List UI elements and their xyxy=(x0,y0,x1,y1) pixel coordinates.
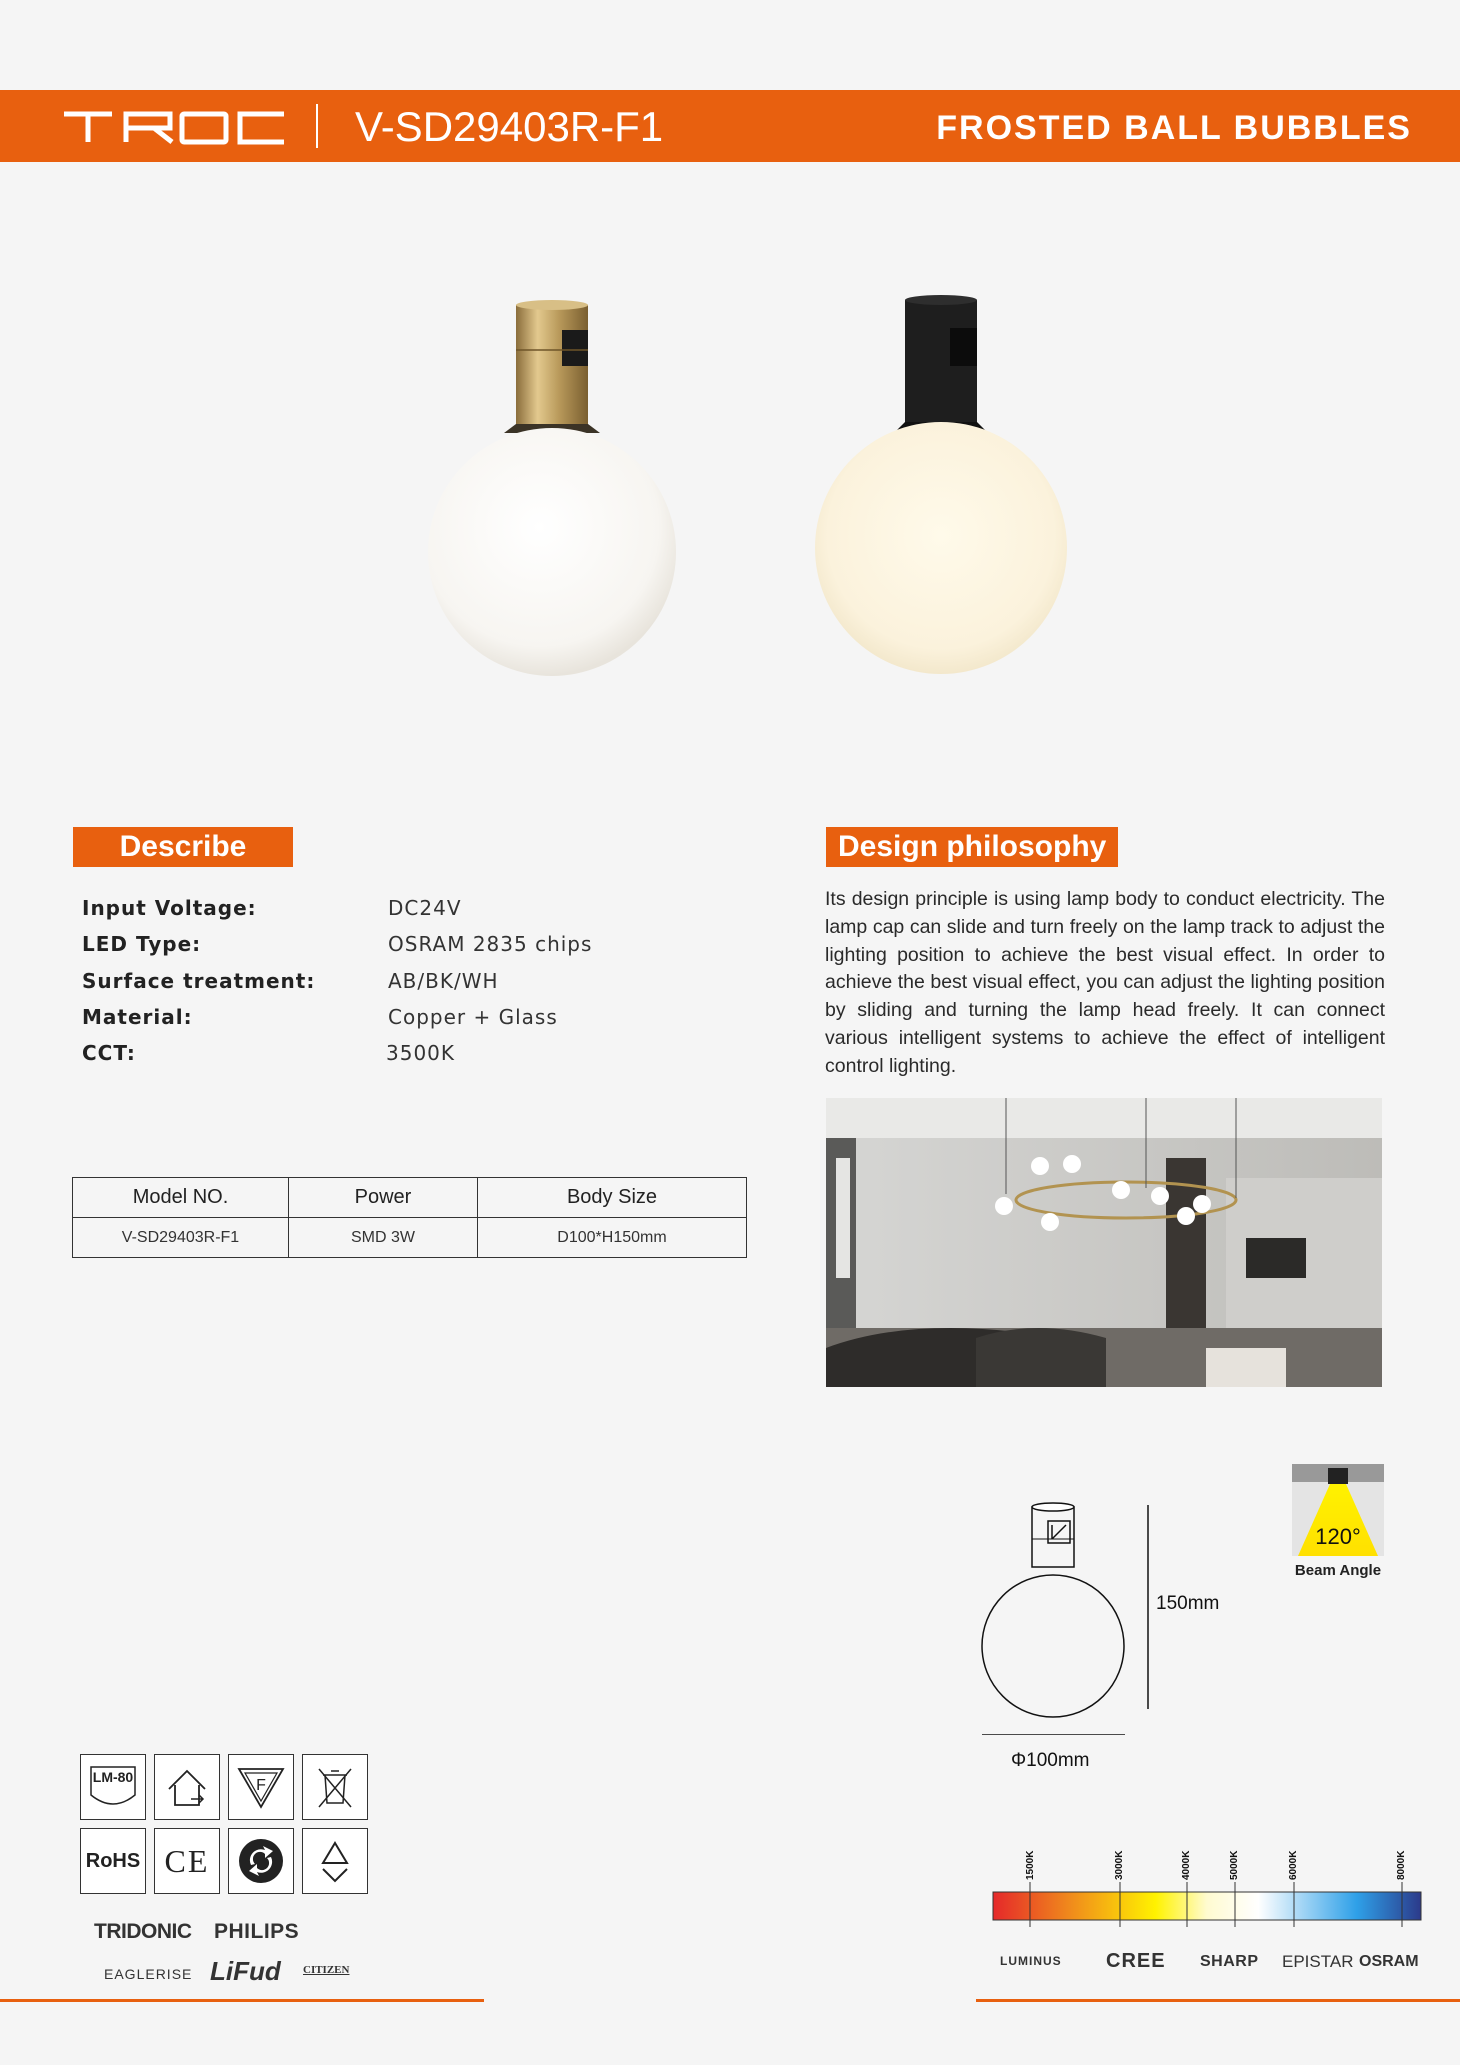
product-black-lamp xyxy=(790,290,1110,690)
brand-luminus: LUMINUS xyxy=(1000,1954,1062,1968)
design-philosophy-text: Its design principle is using lamp body to conduct electricity. The lamp cap can slide and turn freely on the lamp track to adjust the lighting position to achieve the best visual effect. In order to achieve the best visual effect, you can adjust the lighting position by sliding and turning the lamp head freely. It can connect various intelligent systems to achieve the effect of intelligent control lighting. xyxy=(825,888,1385,1077)
f-mark-cert xyxy=(228,1754,294,1820)
footer-line-left xyxy=(0,1999,484,2002)
cct-tick-label: 1500K xyxy=(1025,1850,1036,1880)
brand-tridonic: TRIDONIC xyxy=(94,1920,192,1943)
spec-value: OSRAM 2835 chips xyxy=(388,932,593,956)
recycle-cert xyxy=(302,1828,368,1894)
product-brass-lamp xyxy=(400,290,720,690)
brand-sharp: SHARP xyxy=(1200,1953,1259,1970)
lm80-badge-icon xyxy=(81,1755,145,1819)
weee-cert xyxy=(302,1754,368,1820)
house-icon xyxy=(155,1755,219,1819)
spec-key: CCT: xyxy=(82,1041,136,1065)
brand-epistar: EPISTAR xyxy=(1282,1952,1354,1971)
f-mark-letter: F xyxy=(256,1777,266,1794)
spec-key: Input Voltage: xyxy=(82,896,257,920)
green-dot-icon xyxy=(229,1829,293,1893)
green-dot-cert xyxy=(228,1828,294,1894)
table-cell-body-size: D100*H150mm xyxy=(478,1218,747,1258)
diameter-dimension: Φ100mm xyxy=(1011,1750,1090,1771)
beam-angle-value: 120° xyxy=(1315,1524,1361,1549)
spec-key: Surface treatment: xyxy=(82,969,316,993)
spec-value: Copper + Glass xyxy=(388,1005,558,1029)
ce-text: CE xyxy=(164,1843,210,1879)
recycle-icon xyxy=(303,1829,367,1893)
table-row xyxy=(73,1218,747,1258)
cct-tick-label: 3000K xyxy=(1114,1850,1125,1880)
header-divider xyxy=(316,104,318,148)
spec-value: DC24V xyxy=(388,896,462,920)
product-title: FROSTED BALL BUBBLES xyxy=(936,109,1412,147)
cct-color-scale xyxy=(990,1882,1424,1932)
indoor-use-cert xyxy=(154,1754,220,1820)
table-header-model: Model NO. xyxy=(73,1178,289,1218)
brand-cree: CREE xyxy=(1106,1950,1166,1972)
troc-logo xyxy=(62,98,292,156)
spec-key: Material: xyxy=(82,1005,193,1029)
brand-lifud: LiFud xyxy=(210,1956,281,1986)
table-cell-power: SMD 3W xyxy=(289,1218,478,1258)
table-cell-model: V-SD29403R-F1 xyxy=(73,1218,289,1258)
table-header-power: Power xyxy=(289,1178,478,1218)
design-philosophy-label: Design philosophy xyxy=(826,827,1118,867)
brand-osram: OSRAM xyxy=(1359,1953,1419,1970)
cct-tick-label: 6000K xyxy=(1288,1850,1299,1880)
cct-tick-label: 4000K xyxy=(1181,1850,1192,1880)
cct-tick-label: 5000K xyxy=(1229,1850,1240,1880)
brand-philips: PHILIPS xyxy=(214,1920,300,1943)
spec-key: LED Type: xyxy=(82,932,202,956)
lm80-text: LM-80 xyxy=(92,1769,134,1785)
height-dimension: 150mm xyxy=(1156,1593,1220,1614)
spec-value: 3500K xyxy=(386,1041,456,1065)
dimension-drawing xyxy=(960,1495,1160,1735)
lm80-cert xyxy=(80,1754,146,1820)
model-number: V-SD29403R-F1 xyxy=(355,103,664,150)
brand-eaglerise: EAGLERISE xyxy=(104,1966,193,1982)
room-scene-photo xyxy=(826,1098,1382,1387)
beam-angle-label: Beam Angle xyxy=(1294,1562,1382,1579)
model-table xyxy=(72,1177,747,1258)
describe-label: Describe xyxy=(73,827,293,867)
brand-citizen: CITIZEN xyxy=(303,1964,350,1976)
table-header-body-size: Body Size xyxy=(478,1178,747,1218)
rohs-text: RoHS xyxy=(85,1850,141,1872)
spec-value: AB/BK/WH xyxy=(388,969,499,993)
ce-cert xyxy=(154,1828,220,1894)
rohs-cert xyxy=(80,1828,146,1894)
footer-line-right xyxy=(976,1999,1460,2002)
cct-tick-label: 8000K xyxy=(1396,1850,1407,1880)
weee-bin-icon xyxy=(303,1755,367,1819)
